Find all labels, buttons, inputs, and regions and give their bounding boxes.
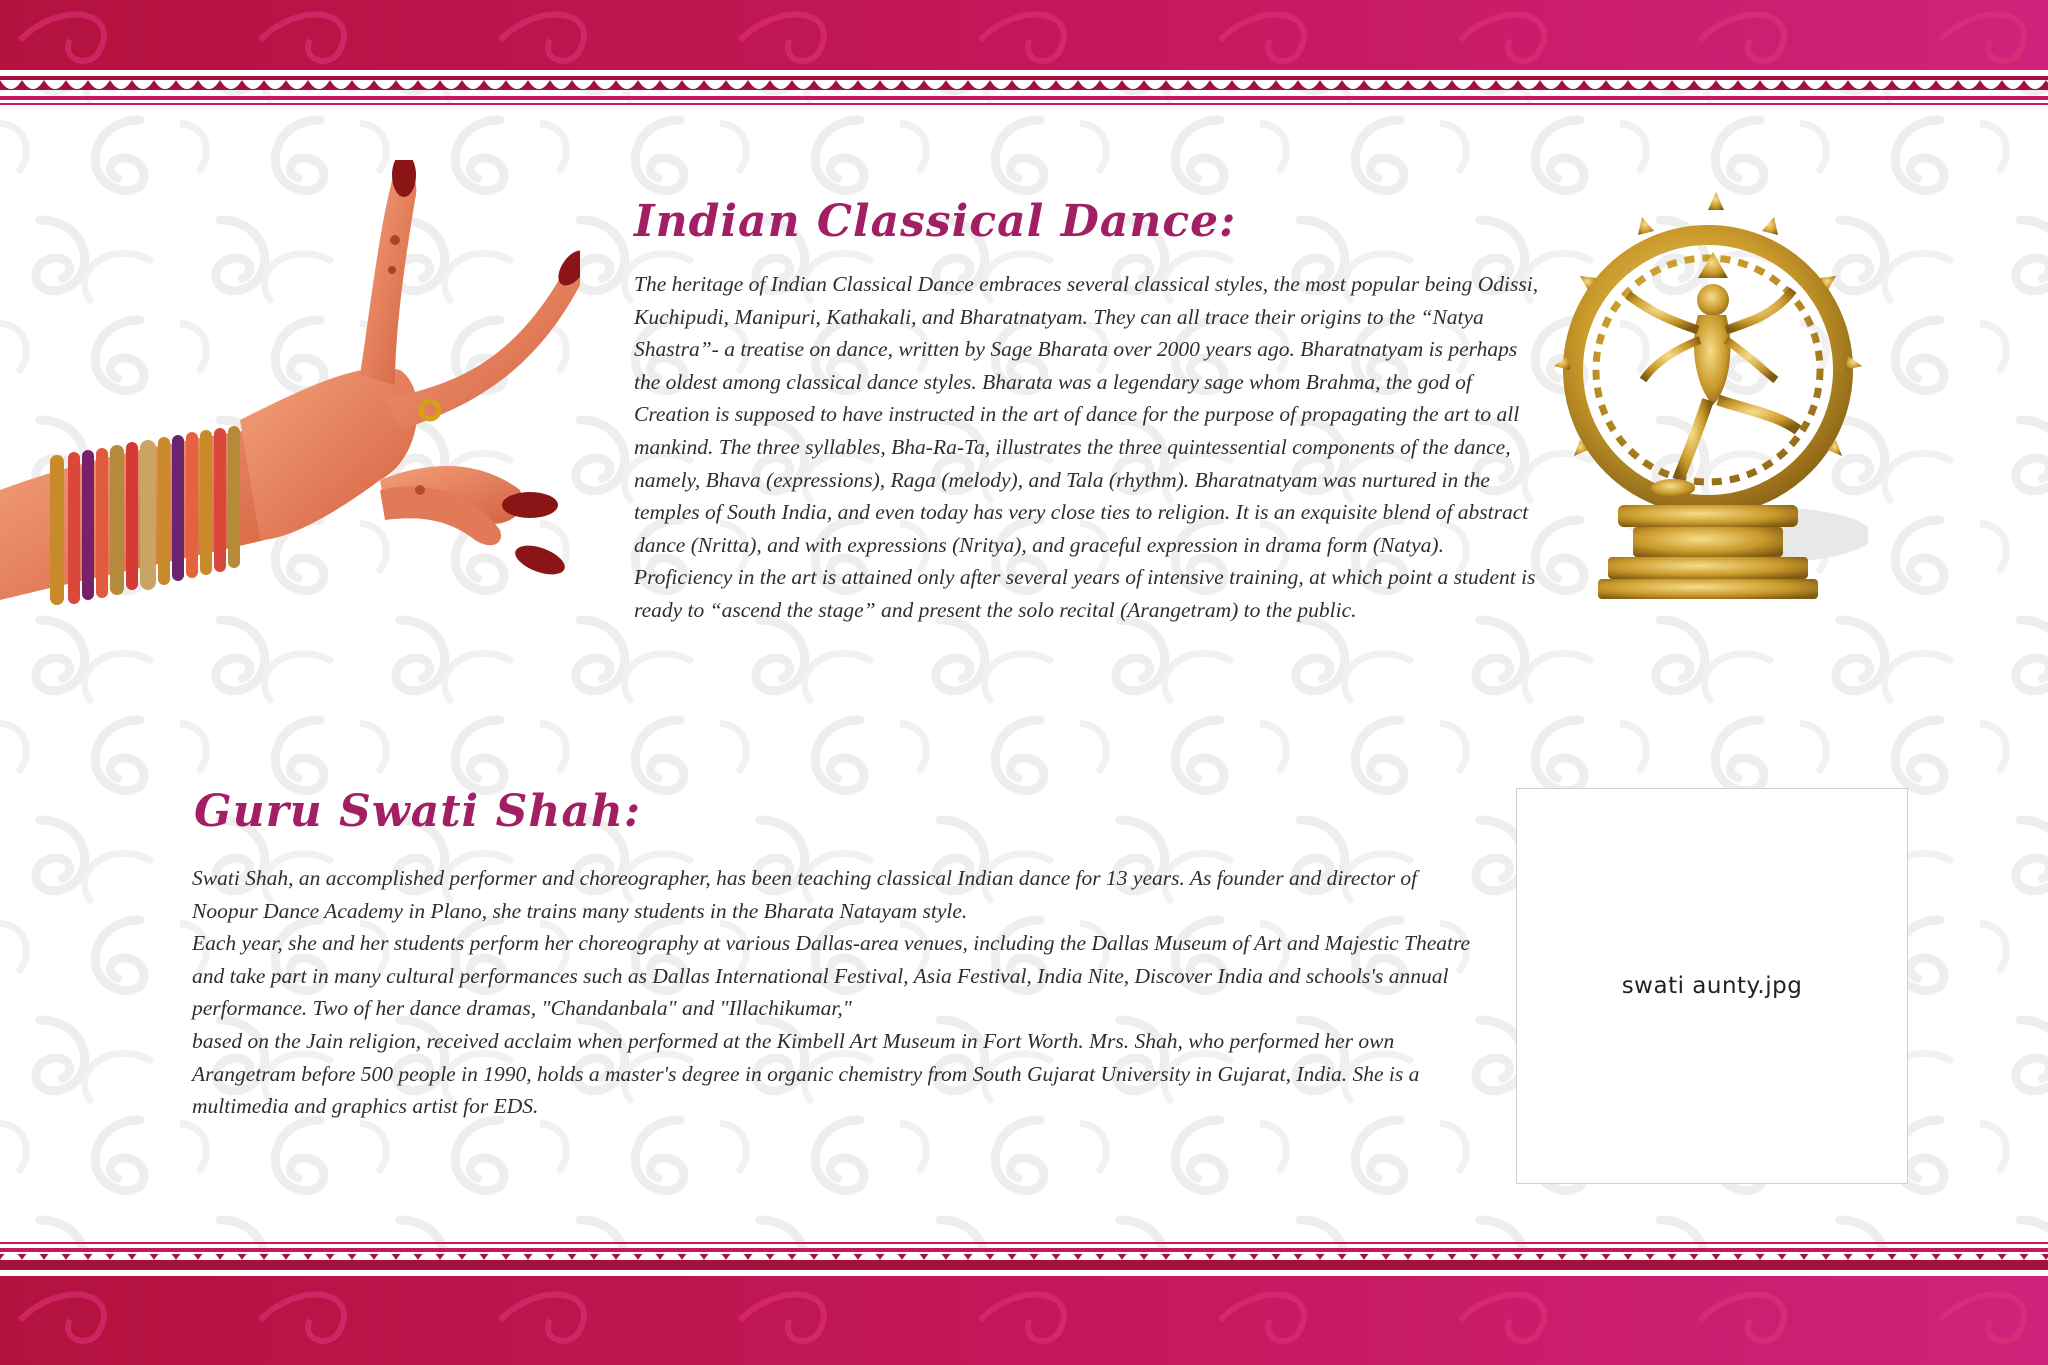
guru-paragraph: Swati Shah, an accomplished performer and choreographer, has been teaching classical Indian dance for 13 years. As founder and director of Noopur Dance Academy in Plano, she trains many students in the Bharata Natayam style. [192,866,1418,923]
section-body-guru [192,862,1482,1123]
section-body-indian-classical-dance: The heritage of Indian Classical Dance embraces several classical styles, the most popular being Odissi, Kuchipudi, Manipuri, Kathakali, and Bharatnatyam. They can all trace their origins to the “Natya Shastra”- a treatise on dance, written by Sage Bharata over 2000 years ago. Bharatnatyam is perhaps the oldest among classical dance styles. Bharata was a legendary sage whom Brahma, the god of Creation is supposed to have instructed in the art of dance for the purpose of propagating the art to all mankind. The three syllables, Bha-Ra-Ta, illustrates the three quintessential components of the dance, namely, Bhava (expressions), Raga (melody), and Tala (rhythm). Bharatnatyam was nurtured in the temples of South India, and even today has very close ties to religion. It is an exquisite blend of abstract dance (Nritta), and with expressions (Nritya), and graceful expression in drama form (Natya). Proficiency in the art is attained only after several years of intensive training, at which point a student is ready to “ascend the stage” and present the solo recital (Arangetram) to the public. [634,272,1539,622]
bottom-border [0,1240,2048,1365]
top-border [0,0,2048,110]
hand-mudra-icon [0,160,580,630]
photo-placeholder-label: swati aunty.jpg [1621,973,1803,999]
section-title-guru: Guru Swati Shah: [194,786,642,837]
photo-placeholder [1516,788,1908,1184]
guru-paragraph: Each year, she and her students perform her choreography at various Dallas-area venues, including the Dallas Museum of Art and Majestic Theatre and take part in many cultural performances such as Dallas International Festival, Asia Festival, India Nite, Discover India and schools's annual performance. Two of her dance dramas, "Chandanbala" and "Illachikumar," [192,931,1471,1021]
guru-paragraph: based on the Jain religion, received acclaim when performed at the Kimbell Art Museum in Fort Worth. Mrs. Shah, who performed her own Arangetram before 500 people in 1990, holds a master's degree in organic chemistry from South Gujarat University in Gujarat, India. She is a multimedia and graphics artist for EDS. [192,1028,1420,1119]
nataraja-statue-icon [1548,190,1868,630]
section-title-indian-classical-dance: Indian Classical Dance: [634,196,1237,247]
